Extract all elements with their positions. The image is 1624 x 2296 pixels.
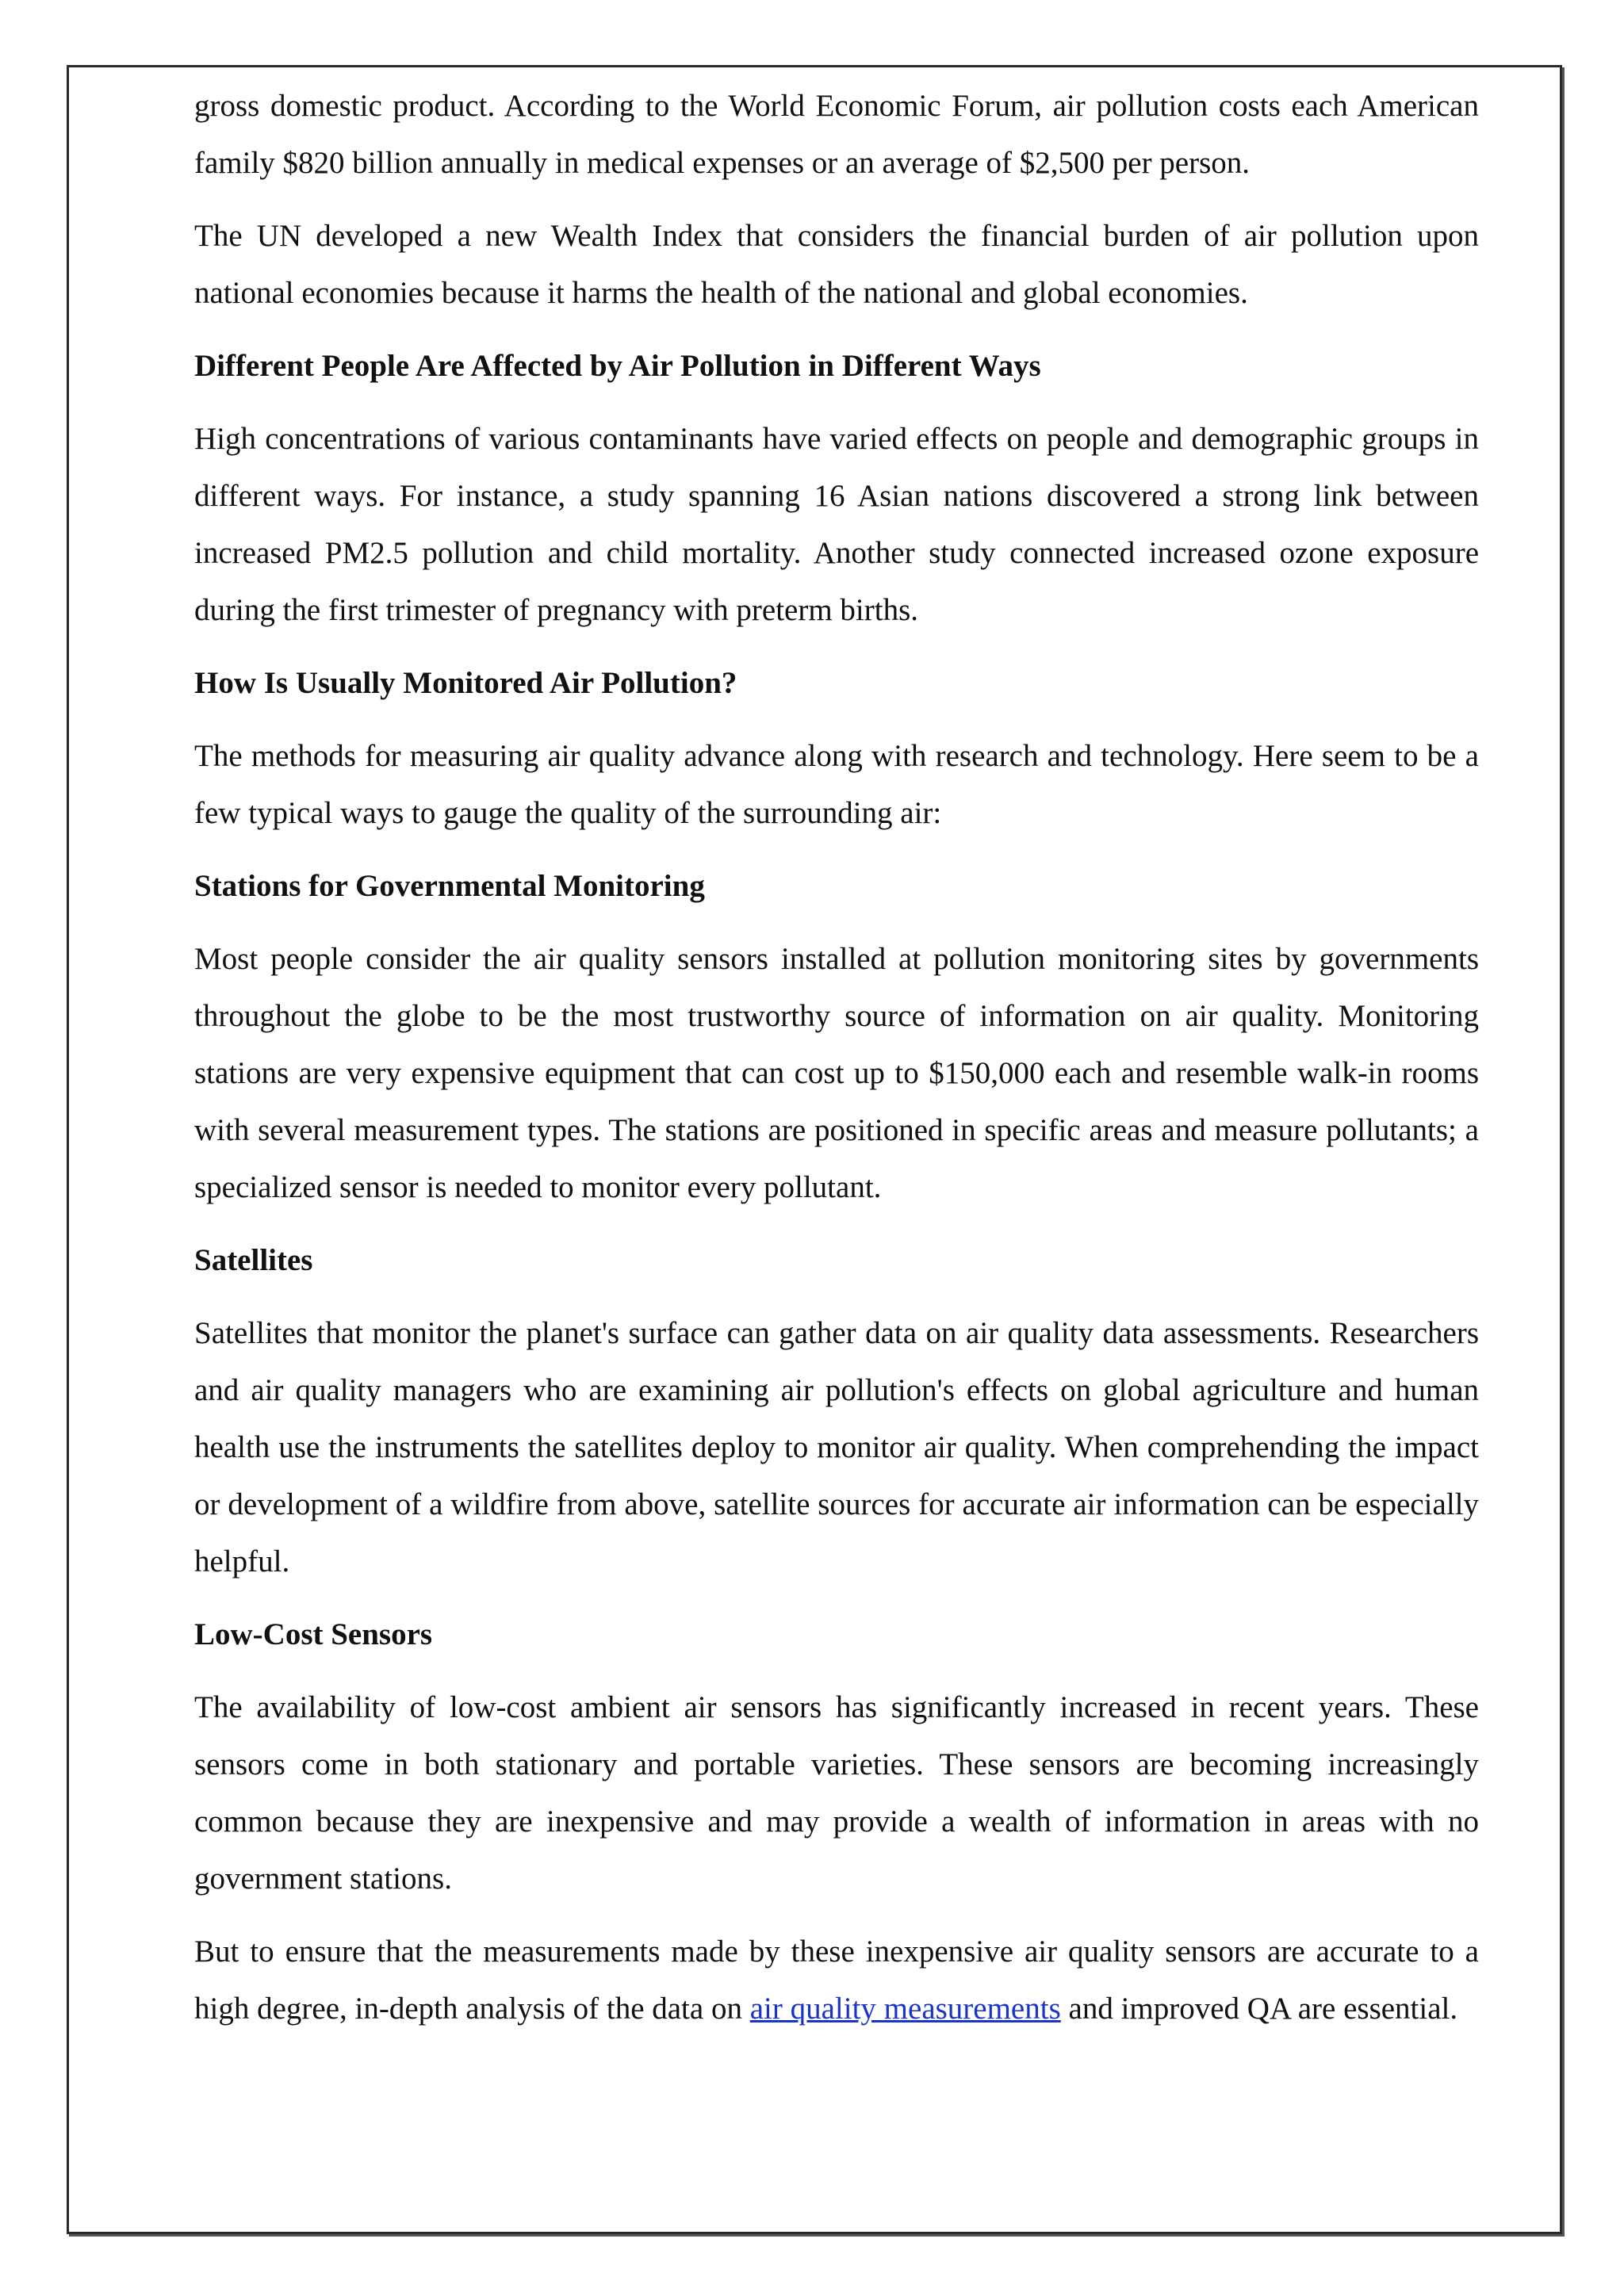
document-body	[194, 78, 1479, 2053]
heading-monitoring-methods: How Is Usually Monitored Air Pollution?	[194, 666, 737, 700]
paragraph-contaminant-effects: High concentrations of various contaminants have varied effects on people and demographic groups in different ways. For instance, a study spanning 16 Asian nations discovered a strong link between increased PM2.5 pollution and child mortality. Another study connected increased ozone exposure during the first trimester of pregnancy with preterm births.	[194, 422, 1479, 627]
paragraph-low-cost-sensors: The availability of low-cost ambient air sensors has significantly increased in recent years. These sensors come in both stationary and portable varieties. These sensors are becoming increasingly common because they are inexpensive and may provide a wealth of information in areas with no government stations.	[194, 1690, 1479, 1896]
paragraph-monitoring-stations: Most people consider the air quality sensors installed at pollution monitoring sites by governments throughout the globe to be the most trustworthy source of information on air quality. Monitoring stations are very expensive equipment that can cost up to $150,000 each and resemble walk-in rooms with several measurement types. The stations are positioned in specific areas and measure pollutants; a specialized sensor is needed to monitor every pollutant.	[194, 942, 1479, 1204]
heading-low-cost-sensors: Low-Cost Sensors	[194, 1617, 433, 1651]
air-quality-measurements-link[interactable]: air quality measurements	[749, 1992, 1061, 2026]
heading-satellites: Satellites	[194, 1243, 313, 1277]
qa-text-before-link: But to ensure that the measurements made by these inexpensive air quality sensors are accurate to a high degree, in-depth analysis of the data on	[194, 1934, 1479, 2026]
paragraph-satellites: Satellites that monitor the planet's surface can gather data on air quality data assessments. Researchers and air quality managers who are examining air pollution's effects on global agriculture and human health use the instruments the satellites deploy to monitor air quality. When comprehending the impact or development of a wildfire from above, satellite sources for accurate air information can be especially helpful.	[194, 1316, 1479, 1578]
paragraph-measuring-methods: The methods for measuring air quality advance along with research and technology. Here seem to be a few typical ways to gauge the quality of the surrounding air:	[194, 739, 1479, 830]
heading-governmental-stations: Stations for Governmental Monitoring	[194, 869, 705, 903]
paragraph-qa-analysis	[194, 1923, 1479, 2038]
paragraph-gdp-costs: gross domestic product. According to the World Economic Forum, air pollution costs each American family $820 billion annually in medical expenses or an average of $2,500 per person.	[194, 89, 1479, 180]
heading-different-people: Different People Are Affected by Air Pollution in Different Ways	[194, 349, 1041, 383]
qa-text-after-link: and improved QA are essential.	[1060, 1992, 1458, 2026]
paragraph-wealth-index: The UN developed a new Wealth Index that considers the financial burden of air pollution upon national economies because it harms the health of the national and global economies.	[194, 219, 1479, 310]
